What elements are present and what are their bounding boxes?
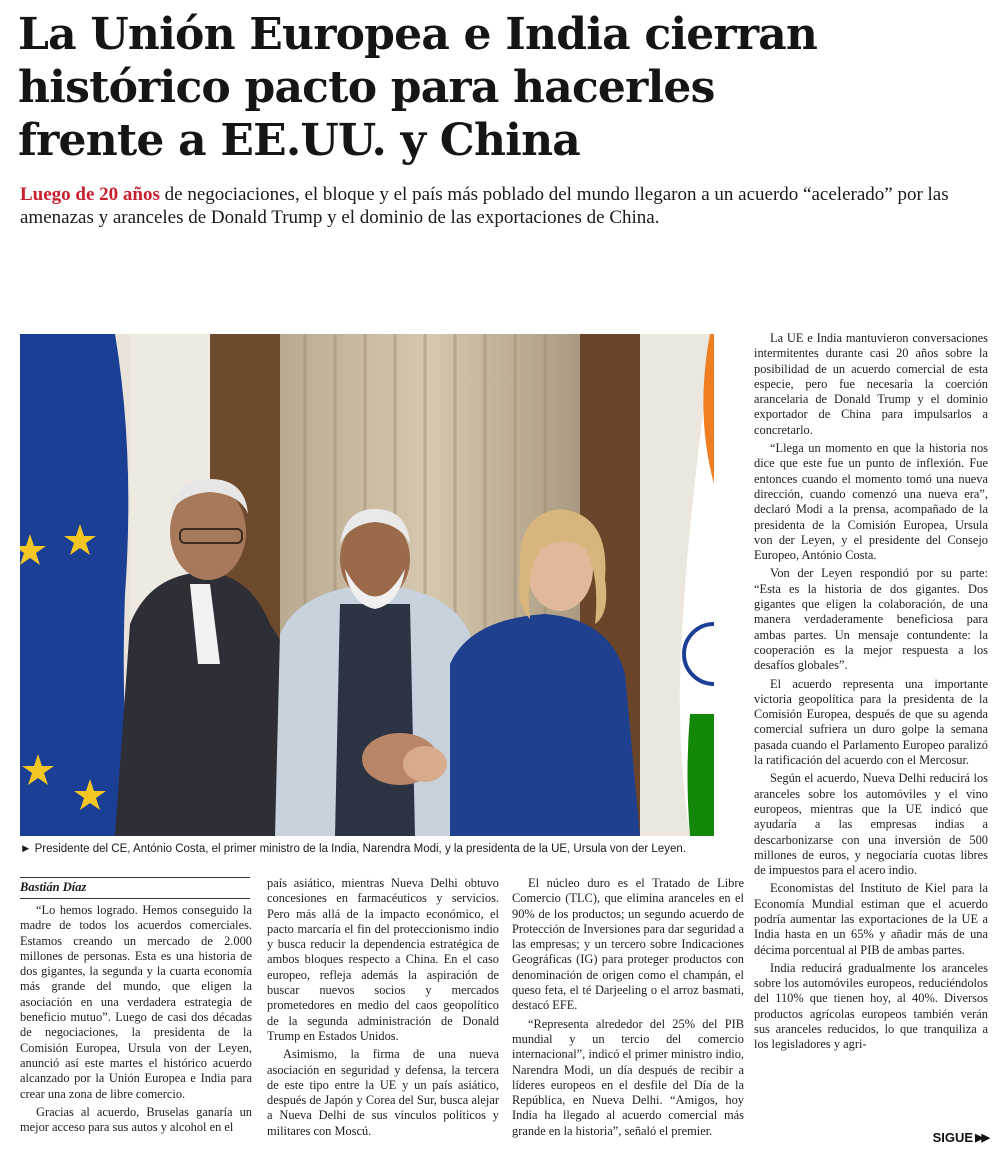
lead-paragraph	[20, 183, 985, 229]
continue-label: SIGUE	[932, 1130, 974, 1145]
article-column-1	[20, 903, 252, 1138]
paragraph: El núcleo duro es el Tratado de Libre Comercio (TLC), que elimina aranceles en el 90% de los productos; un segundo acuerdo de Protección de Inversiones para dar seguridad a las empresas; y un tercero sobre Indicaciones Geográficas (IG) para proteger productos con denominación de origen como el champán, el queso feta, el té Darjeeling o el arroz basmati, destacó EFE.	[512, 876, 744, 1013]
lead-highlight: Luego de 20 años	[20, 184, 160, 205]
article-column-3	[512, 876, 744, 1142]
eu-flag	[20, 334, 135, 836]
continue-link[interactable]	[933, 1130, 988, 1145]
paragraph: La UE e India mantuvieron conversaciones intermitentes durante casi 20 años sobre la posibilidad de un acuerdo comercial de esta especie, pero fue necesaria la coerción arancelaria de Donald Trump y el dominio exportador de China para impulsarlos a concretarlo.	[754, 331, 988, 437]
paragraph: Gracias al acuerdo, Bruselas ganaría un mejor acceso para sus autos y alcohol en el	[20, 1104, 252, 1135]
headline	[18, 8, 988, 167]
paragraph: Asimismo, la firma de una nueva asociación en seguridad y defensa, la tercera de este tipo entre la UE y un país asiático, después de Japón y Corea del Sur, busca alejar a Nueva Delhi de sus vínculos políticos y militares con Moscú.	[267, 1047, 499, 1138]
paragraph: “Representa alrededor del 25% del PIB mundial y un tercio del comercio internacional”, indicó el primer ministro indio, Narendra Modi, un día después de recibir a líderes europeos en el desfile del Día de la República, en Nueva Delhi. “Amigos, hoy India ha llegado al acuerdo comercial más grande en la historia”, señaló el premier.	[512, 1016, 744, 1138]
headline-line-2: histórico pacto para hacerles	[18, 62, 715, 113]
photo-illustration	[20, 334, 714, 836]
paragraph: “Lo hemos logrado. Hemos conseguido la madre de todos los acuerdos comerciales. Estamos creando un mercado de 2.000 millones de personas. Esta es una historia de dos gigantes, la segunda y la cuarta economía más grande del mundo, que eligen la asociación en una verdadera estrategia de beneficio mutuo”. Luego de casi dos décadas de negociaciones, la presidenta de la Comisión Europea, Ursula von der Leyen, anunció así este martes el histórico acuerdo alcanzado por la Unión Europea e India para crear una zona de libre comercio.	[20, 903, 252, 1101]
double-arrow-right-icon: ▶▶	[975, 1132, 988, 1144]
paragraph: país asiático, mientras Nueva Delhi obtuvo concesiones en farmacéuticos y servicios. Pero más allá de la impacto económico, el pacto marcaría el fin del proteccionismo indio y busca reducir la dependencia estratégica de ambos bloques respecto a China. En el caso europeo, refleja además la aspiración de buscar nuevos socios y mercados prometedores en medio del caos geopolítico de la segunda administración de Donald Trump en Estados Unidos.	[267, 876, 499, 1043]
headline-line-3: frente a EE.UU. y China	[18, 115, 581, 166]
byline: Bastián Díaz	[20, 877, 250, 899]
paragraph: India reducirá gradualmente los aranceles sobre los automóviles europeos, reduciéndolos del 110% que tienen hoy, al 40%. Diversos productos agrícolas europeos también verán sus aranceles reducidos, lo que tranquiliza a los legisladores y agri-	[754, 960, 988, 1052]
article-column-4	[754, 331, 988, 1056]
photo-caption: ► Presidente del CE, António Costa, el primer ministro de la India, Narendra Modi, y la presidenta de la UE, Ursula von der Leyen.	[20, 843, 686, 855]
article-column-2	[267, 876, 499, 1142]
paragraph: “Llega un momento en que la historia nos dice que este fue un punto de inflexión. Fue entonces cuando el momento tomó una nueva dirección, cuando comenzó una nueva era”, declaró Modi a la prensa, acompañado de la presidenta de la Comisión Europea, Ursula von der Leyen, y el presidente del Consejo Europeo, António Costa.	[754, 441, 988, 563]
article-photo	[20, 334, 714, 836]
headline-line-1: La Unión Europea e India cierran	[18, 9, 818, 60]
paragraph: Según el acuerdo, Nueva Delhi reducirá los aranceles sobre los automóviles y el vino europeos, mientras que la UE indicó que ayudaría a las empresas indias a descarbonizarse con una inversión de 500 millones de euros, y negociaría cuotas libres de impuestos para el acero indio.	[754, 771, 988, 878]
paragraph: Economistas del Instituto de Kiel para la Economía Mundial estiman que el acuerdo podría aumentar las exportaciones de la UE a India hasta en un 65% y añadir más de una décima porcentual al PIB de ambas partes.	[754, 881, 988, 957]
paragraph: Von der Leyen respondió por su parte: “Esta es la historia de dos gigantes. Dos gigantes que eligen la colaboración, de una manera verdaderamente beneficiosa para ambas partes. Un mensaje contundente: la cooperación es la mejor respuesta a los desafíos globales”.	[754, 566, 988, 673]
lead-text: de negociaciones, el bloque y el país más poblado del mundo llegaron a un acuerdo “acelerado” por las amenazas y aranceles de Donald Trump y el dominio de las exportaciones de China.	[20, 184, 949, 228]
paragraph: El acuerdo representa una importante victoria geopolítica para la presidenta de la Comisión Europea, después de que su agenda comercial sufriera un duro golpe la semana pasada cuando el Parlamento Europeo paralizó la ratificación del acuerdo con el Mercosur.	[754, 676, 988, 768]
